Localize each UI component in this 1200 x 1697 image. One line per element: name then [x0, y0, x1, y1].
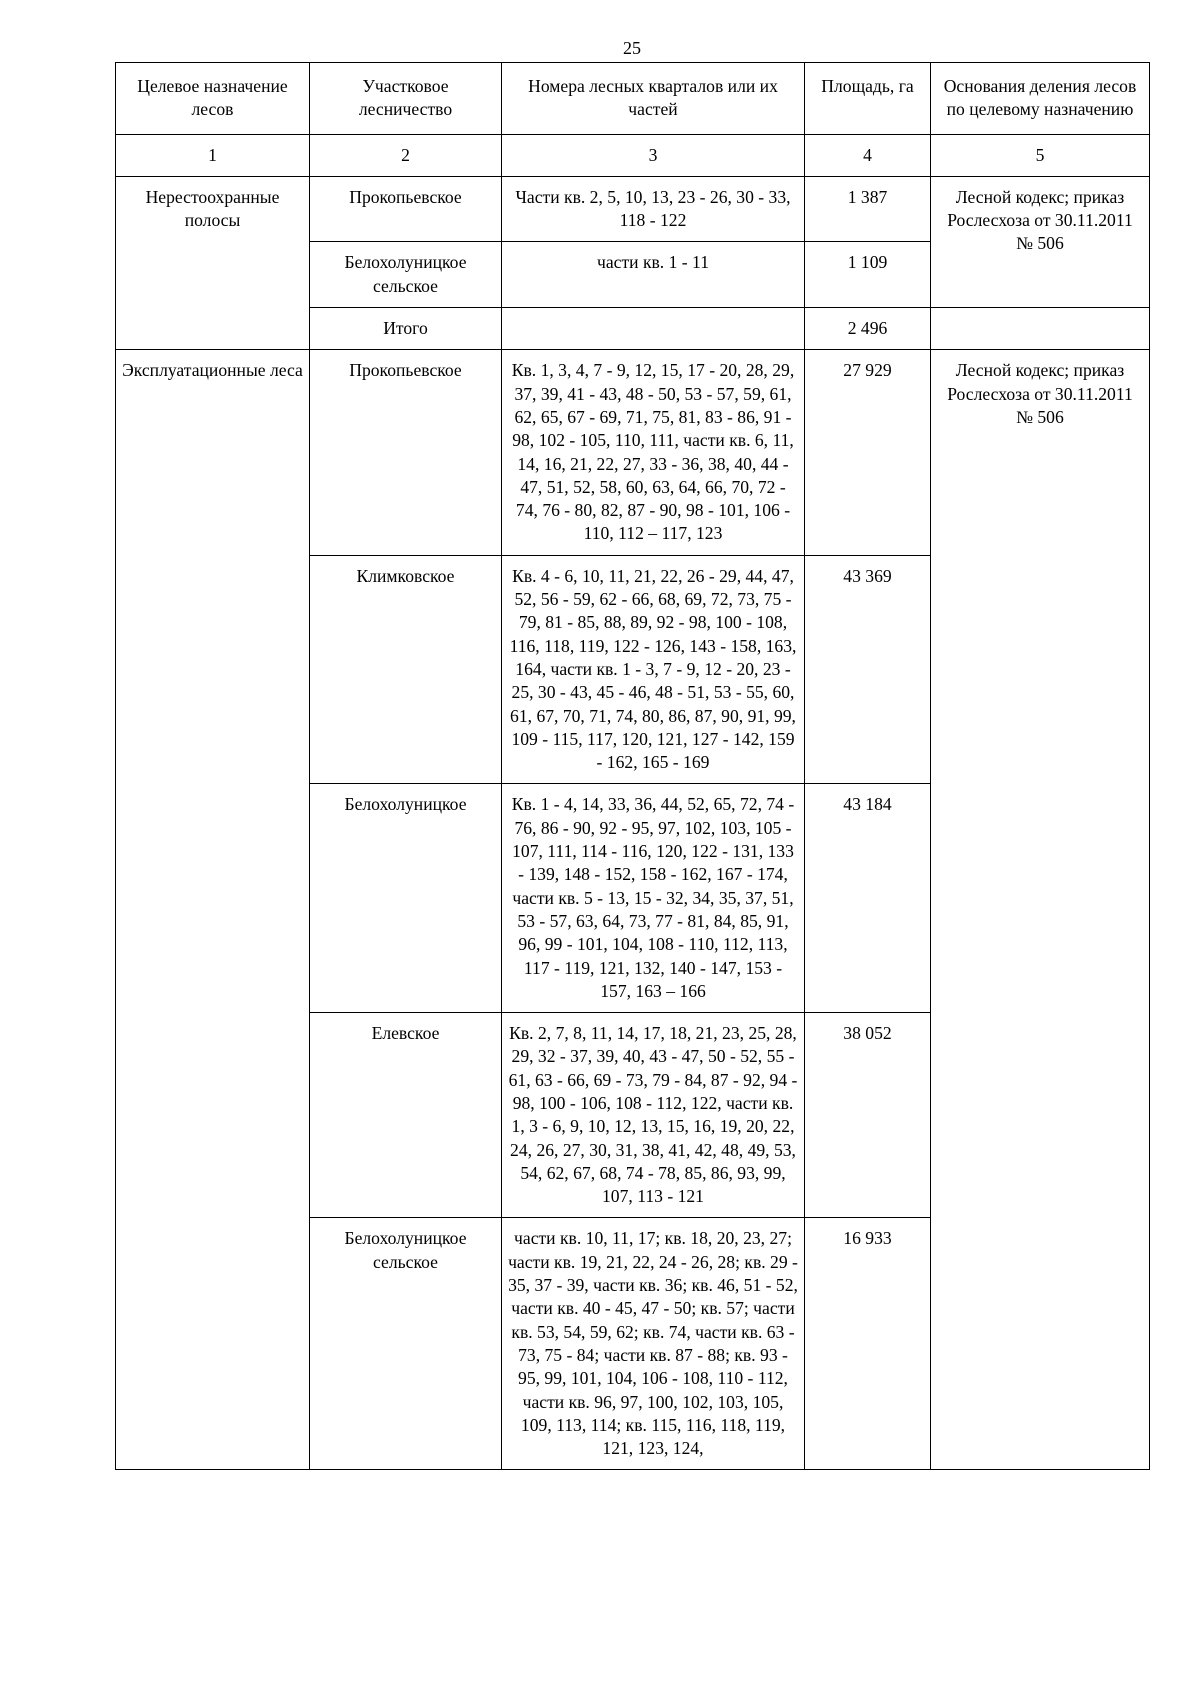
table-row	[116, 350, 1150, 555]
header-area: Площадь, га	[805, 63, 931, 135]
quarters-cell: Кв. 1 - 4, 14, 33, 36, 44, 52, 65, 72, 74 - 76, 86 - 90, 92 - 95, 97, 102, 103, 105 - 107, 111, 114 - 116, 120, 122 - 131, 133 - 139, 148 - 152, 158 - 162, 167 - 174, части кв. 5 - 13, 15 - 32, 34, 35, 37, 51, 53 - 57, 63, 64, 73, 77 - 81, 84, 85, 91, 96, 99 - 101, 104, 108 - 110, 112, 113, 117 - 119, 121, 132, 140 - 147, 153 - 157, 163 – 166	[502, 784, 805, 1013]
header-forestry: Участковое лесничество	[310, 63, 502, 135]
column-number: 1	[116, 134, 310, 176]
header-basis: Основания деления лесов по целевому назначению	[931, 63, 1150, 135]
purpose-cell: Нерестоохранные полосы	[116, 176, 310, 349]
total-basis	[931, 308, 1150, 350]
quarters-cell: Части кв. 2, 5, 10, 13, 23 - 26, 30 - 33, 118 - 122	[502, 176, 805, 242]
quarters-cell: части кв. 1 - 11	[502, 242, 805, 308]
forestry-cell: Белохолуницкое	[310, 784, 502, 1013]
forestry-cell: Белохолуницкое сельское	[310, 1218, 502, 1470]
column-number: 5	[931, 134, 1150, 176]
header-quarters: Номера лесных кварталов или их частей	[502, 63, 805, 135]
quarters-cell: Кв. 2, 7, 8, 11, 14, 17, 18, 21, 23, 25, 28, 29, 32 - 37, 39, 40, 43 - 47, 50 - 52, 55 - 61, 63 - 66, 69 - 73, 79 - 84, 87 - 92, 94 - 98, 100 - 106, 108 - 112, 122, части кв. 1, 3 - 6, 9, 10, 12, 13, 15, 16, 19, 20, 22, 24, 26, 27, 30, 31, 38, 41, 42, 48, 49, 53, 54, 62, 67, 68, 74 - 78, 85, 86, 93, 99, 107, 113 - 121	[502, 1013, 805, 1218]
forestry-cell: Климковское	[310, 555, 502, 784]
basis-cell: Лесной кодекс; приказ Рослесхоза от 30.11.2011 № 506	[931, 176, 1150, 307]
table-row	[116, 176, 1150, 242]
area-cell: 38 052	[805, 1013, 931, 1218]
area-cell: 16 933	[805, 1218, 931, 1470]
area-cell: 1 387	[805, 176, 931, 242]
forest-purpose-table	[115, 62, 1150, 1470]
header-purpose: Целевое назначение лесов	[116, 63, 310, 135]
purpose-cell: Эксплуатационные леса	[116, 350, 310, 1470]
forestry-cell: Елевское	[310, 1013, 502, 1218]
column-number: 4	[805, 134, 931, 176]
total-area: 2 496	[805, 308, 931, 350]
quarters-cell: Кв. 1, 3, 4, 7 - 9, 12, 15, 17 - 20, 28, 29, 37, 39, 41 - 43, 48 - 50, 53 - 57, 59, 61, 62, 65, 67 - 69, 71, 75, 81, 83 - 86, 91 - 98, 102 - 105, 110, 111, части кв. 6, 11, 14, 16, 21, 22, 27, 33 - 36, 38, 40, 44 - 47, 51, 52, 58, 60, 63, 64, 66, 70, 72 - 74, 76 - 80, 82, 87 - 90, 98 - 101, 106 - 110, 112 – 117, 123	[502, 350, 805, 555]
forestry-cell: Прокопьевское	[310, 350, 502, 555]
column-number: 3	[502, 134, 805, 176]
quarters-cell: Кв. 4 - 6, 10, 11, 21, 22, 26 - 29, 44, 47, 52, 56 - 59, 62 - 66, 68, 69, 72, 73, 75 - 79, 81 - 85, 88, 89, 92 - 98, 100 - 108, 116, 118, 119, 122 - 126, 143 - 158, 163, 164, части кв. 1 - 3, 7 - 9, 12 - 20, 23 - 25, 30 - 43, 45 - 46, 48 - 51, 53 - 55, 60, 61, 67, 70, 71, 74, 80, 86, 87, 90, 91, 99, 109 - 115, 117, 120, 121, 127 - 142, 159 - 162, 165 - 169	[502, 555, 805, 784]
total-quarters	[502, 308, 805, 350]
area-cell: 27 929	[805, 350, 931, 555]
area-cell: 43 184	[805, 784, 931, 1013]
column-number-row	[116, 134, 1150, 176]
quarters-cell: части кв. 10, 11, 17; кв. 18, 20, 23, 27; части кв. 19, 21, 22, 24 - 26, 28; кв. 29 - 35, 37 - 39, части кв. 36; кв. 46, 51 - 52, части кв. 40 - 45, 47 - 50; кв. 57; части кв. 53, 54, 59, 62; кв. 74, части кв. 63 - 73, 75 - 84; части кв. 87 - 88; кв. 93 - 95, 99, 101, 104, 106 - 108, 110 - 112, части кв. 96, 97, 100, 102, 103, 105, 109, 113, 114; кв. 115, 116, 118, 119, 121, 123, 124,	[502, 1218, 805, 1470]
forestry-cell: Прокопьевское	[310, 176, 502, 242]
page-number: 25	[623, 38, 641, 58]
forestry-cell: Белохолуницкое сельское	[310, 242, 502, 308]
column-number: 2	[310, 134, 502, 176]
table-header-row	[116, 63, 1150, 135]
area-cell: 1 109	[805, 242, 931, 308]
basis-cell: Лесной кодекс; приказ Рослесхоза от 30.11.2011 № 506	[931, 350, 1150, 1470]
area-cell: 43 369	[805, 555, 931, 784]
total-label: Итого	[310, 308, 502, 350]
